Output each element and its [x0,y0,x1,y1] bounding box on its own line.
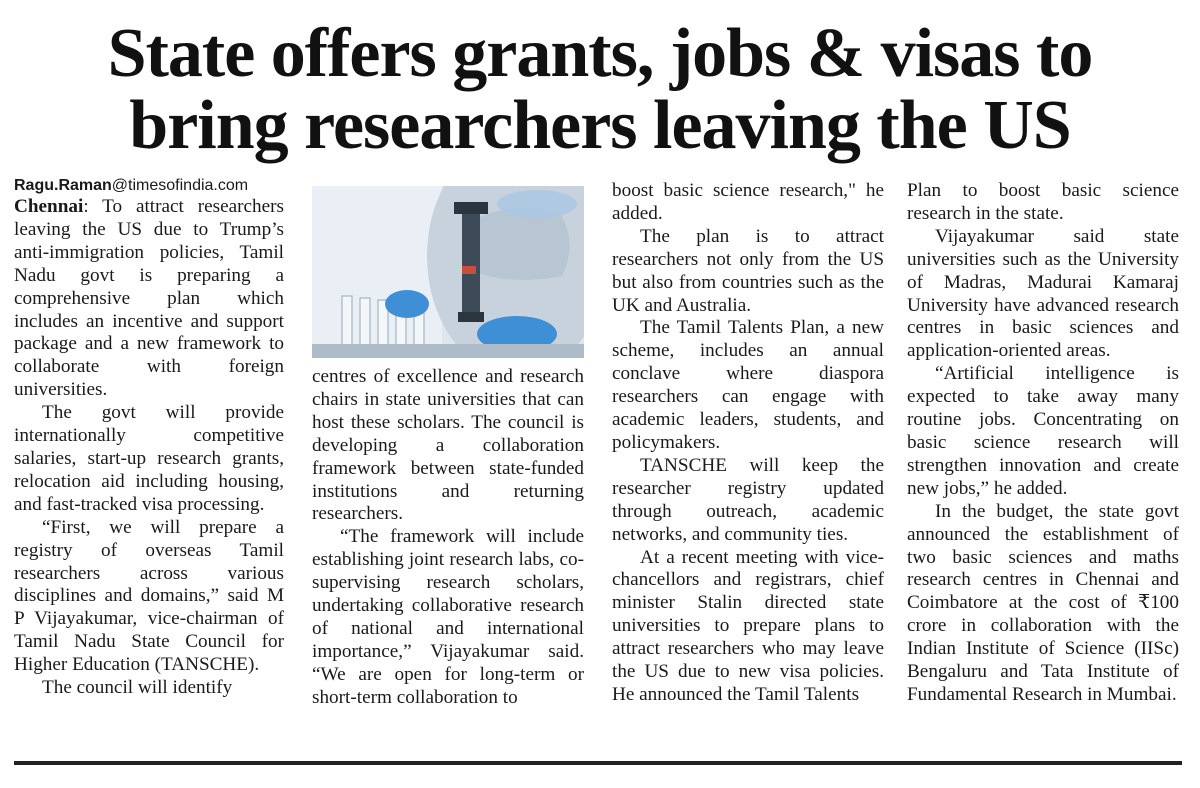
paragraph: centres of excellence and research chairs in state universities that can host these scholars. The council is developing a collaboration framework between state-funded institutions and returning researchers. [312,366,584,525]
paragraph: TANSCHE will keep the researcher registry updated through outreach, academic networks, and community ties. [612,454,884,545]
paragraph: “First, we will prepare a registry of overseas Tamil researchers across various disciplines and domains,” said M P Vijayakumar, vice-chairman of Tamil Nadu State Council for Higher Education (TANSCHE). [14,516,284,676]
paragraph: The council will identify [42,677,233,699]
paragraph: Plan to boost basic science research in the state. [907,180,1179,224]
article-column-4 [907,180,1179,707]
dateline: Chennai [14,196,84,217]
headline-line-2: bring researchers leaving the US [129,87,1071,164]
paragraph: The plan is to attract researchers not only from the US but also from countries such as the UK and Australia. [612,225,884,316]
headline [0,15,1200,164]
paragraph: The govt will provide internationally competitive salaries, start-up research grants, relocation aid including housing, and fast-tracked visa processing. [14,402,284,515]
byline-name: Ragu.Raman [14,177,112,194]
article-column-2 [312,366,584,710]
paragraph: “Artificial intelligence is expected to take away many routine jobs. Concentrating on basic science research will strengthen innovation and create new jobs,” he added. [907,363,1179,499]
paragraph: “The framework will include establishing joint research labs, co-supervising research scholars, undertaking collaborative research of national and international importance,” Vijayakumar said. “We are open for long-term or short-term collaboration to [312,526,584,708]
lab-photo [312,186,584,358]
byline-domain: @timesofindia.com [111,177,249,194]
article-column-3 [612,180,884,707]
laboratory-photo-icon [312,186,584,358]
byline [14,176,284,196]
headline-line-1: State offers grants, jobs & visas to [107,15,1093,92]
article-column-1 [14,176,284,700]
paragraph [14,196,284,402]
paragraph: The Tamil Talents Plan, a new scheme, includes an annual conclave where diaspora researchers can engage with academic leaders, students, and policymakers. [612,317,884,453]
paragraph: At a recent meeting with vice-chancellors and registrars, chief minister Stalin directed state universities to prepare plans to attract researchers who may leave the US due to new visa policies. He announced the Tamil Talents [612,546,884,705]
paragraph: In the budget, the state govt announced the establishment of two basic sciences and maths research centres in Chennai and Coimbatore at the cost of ₹100 crore in collaboration with the Indian Institute of Science (IISc) Bengaluru and Tata Institute of Fundamental Research in Mumbai. [907,500,1179,705]
paragraph-text: : To attract researchers leaving the US due to Trump’s anti-immigration policies, Tamil Nadu govt is preparing a comprehensive plan which includes an incentive and support package and a new framework to collaborate with foreign universities. [14,196,284,401]
paragraph: boost basic science research," he added. [612,180,884,224]
bottom-rule [14,761,1182,765]
paragraph: Vijayakumar said state universities such as the University of Madras, Madurai Kamaraj University have advanced research centres in basic sciences and application-oriented areas. [907,225,1179,362]
